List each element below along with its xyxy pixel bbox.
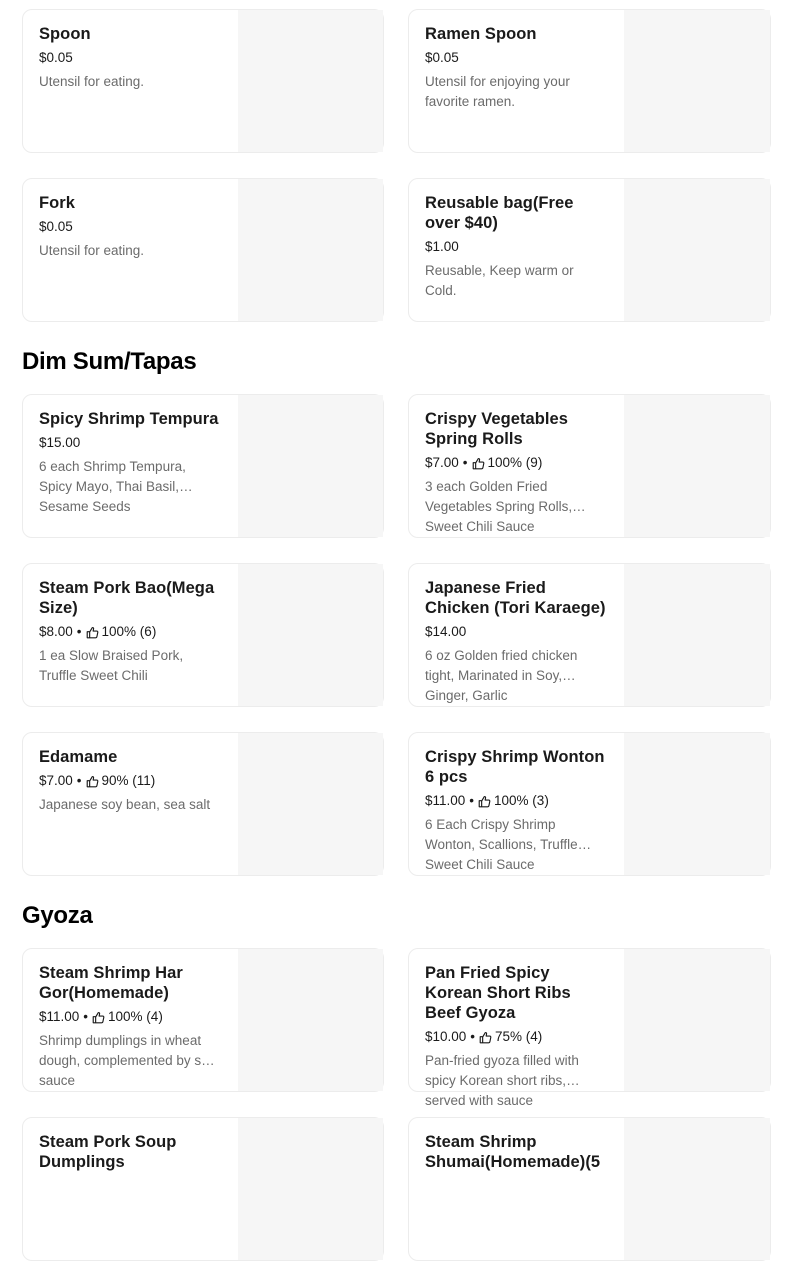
item-name: Reusable bag(Free over $40) bbox=[425, 194, 574, 232]
item-description: Utensil for eating. bbox=[39, 74, 145, 89]
item-image-placeholder bbox=[624, 395, 770, 537]
item-meta bbox=[425, 792, 607, 810]
thumbs-up-icon bbox=[92, 1011, 105, 1024]
item-rating: 90% (11) bbox=[101, 773, 156, 788]
item-image-placeholder bbox=[624, 10, 770, 152]
item-image-placeholder bbox=[624, 179, 770, 321]
thumbs-up-icon bbox=[86, 626, 99, 639]
item-meta bbox=[425, 49, 607, 67]
menu-page bbox=[22, 9, 771, 1261]
item-name: Pan Fried Spicy Korean Short Ribs Beef Gyoza bbox=[425, 964, 571, 1022]
section-title-dim-sum: Dim Sum/Tapas bbox=[22, 348, 197, 375]
item-name: Steam Pork Bao(Mega Size) bbox=[39, 579, 215, 617]
menu-item-card[interactable] bbox=[408, 948, 771, 1108]
item-image-placeholder bbox=[624, 564, 770, 706]
meta-separator: • bbox=[462, 455, 468, 470]
item-image-placeholder bbox=[624, 1118, 770, 1260]
menu-item-card[interactable] bbox=[22, 178, 384, 322]
item-price: $14.00 bbox=[425, 624, 467, 639]
item-name: Steam Pork Soup Dumplings bbox=[39, 1133, 177, 1171]
item-name: Crispy Vegetables Spring Rolls bbox=[425, 410, 569, 448]
item-price: $11.00 bbox=[425, 793, 466, 808]
item-image-placeholder bbox=[238, 179, 383, 321]
menu-item-card[interactable] bbox=[22, 948, 384, 1092]
item-description: Japanese soy bean, sea salt bbox=[39, 797, 211, 812]
item-meta bbox=[425, 238, 607, 256]
item-image-placeholder bbox=[624, 949, 770, 1091]
item-description: Reusable, Keep warm or Cold. bbox=[425, 263, 574, 298]
item-price: $7.00 bbox=[425, 455, 459, 470]
menu-item-card[interactable] bbox=[22, 9, 384, 153]
meta-separator: • bbox=[76, 773, 82, 788]
item-meta bbox=[39, 623, 221, 641]
gyoza-grid bbox=[22, 948, 771, 1261]
menu-item-card[interactable] bbox=[408, 394, 771, 538]
meta-separator: • bbox=[469, 793, 475, 808]
item-name: Steam Shrimp Har Gor(Homemade) bbox=[39, 964, 183, 1002]
item-price: $8.00 bbox=[39, 624, 73, 639]
menu-item-card[interactable] bbox=[22, 563, 384, 707]
dim-sum-grid bbox=[22, 394, 771, 876]
item-rating: 100% (6) bbox=[101, 624, 157, 639]
item-name: Steam Shrimp Shumai(Homemade)(5 bbox=[425, 1133, 601, 1171]
menu-item-card[interactable] bbox=[408, 563, 771, 707]
item-description: 3 each Golden Fried Vegetables Spring Rolls, Sweet Chili Sauce bbox=[425, 479, 573, 534]
item-description: 1 ea Slow Braised Pork, Truffle Sweet Chili bbox=[39, 648, 184, 683]
meta-separator: • bbox=[470, 1029, 476, 1044]
item-price: $11.00 bbox=[39, 1009, 80, 1024]
item-meta bbox=[425, 454, 607, 472]
item-meta bbox=[39, 434, 221, 452]
meta-separator: • bbox=[76, 624, 82, 639]
item-rating: 100% (3) bbox=[494, 793, 549, 808]
item-meta bbox=[39, 772, 221, 790]
meta-separator: • bbox=[83, 1009, 89, 1024]
item-meta bbox=[425, 623, 607, 641]
item-image-placeholder bbox=[238, 10, 383, 152]
item-description: 6 Each Crispy Shrimp Wonton, Scallions, Truffle Sweet Chili Sauce bbox=[425, 817, 578, 872]
menu-item-card[interactable] bbox=[408, 178, 771, 322]
section-title-gyoza: Gyoza bbox=[22, 902, 93, 929]
menu-item-card[interactable] bbox=[408, 9, 771, 153]
item-name: Fork bbox=[39, 194, 75, 212]
item-name: Crispy Shrimp Wonton 6 pcs bbox=[425, 748, 605, 786]
item-meta bbox=[39, 218, 221, 236]
item-image-placeholder bbox=[238, 949, 383, 1091]
item-image-placeholder bbox=[238, 395, 383, 537]
item-rating: 75% (4) bbox=[495, 1029, 543, 1044]
menu-item-card[interactable] bbox=[22, 1117, 384, 1261]
menu-item-card[interactable] bbox=[408, 1117, 771, 1261]
item-description: Shrimp dumplings in wheat dough, complemented by soy sauce bbox=[39, 1033, 216, 1088]
item-description: Pan-fried gyoza filled with spicy Korean short ribs, served with sauce bbox=[425, 1053, 579, 1108]
item-name: Spicy Shrimp Tempura bbox=[39, 410, 219, 428]
item-description: Utensil for eating. bbox=[39, 243, 145, 258]
thumbs-up-icon bbox=[479, 1031, 492, 1044]
item-image-placeholder bbox=[238, 1118, 383, 1260]
item-price: $10.00 bbox=[425, 1029, 467, 1044]
item-description: Utensil for enjoying your favorite ramen. bbox=[425, 74, 570, 109]
item-rating: 100% (4) bbox=[108, 1009, 163, 1024]
item-description: 6 each Shrimp Tempura, Spicy Mayo, Thai Basil, Sesame Seeds bbox=[39, 459, 186, 514]
item-image-placeholder bbox=[238, 733, 383, 875]
item-name: Japanese Fried Chicken (Tori Karaege) bbox=[425, 579, 606, 617]
utensils-grid bbox=[22, 9, 771, 322]
item-price: $0.05 bbox=[39, 219, 73, 234]
item-meta bbox=[39, 49, 221, 67]
item-rating: 100% (9) bbox=[487, 455, 543, 470]
item-name: Ramen Spoon bbox=[425, 25, 537, 43]
thumbs-up-icon bbox=[478, 795, 491, 808]
item-price: $0.05 bbox=[39, 50, 73, 65]
item-price: $1.00 bbox=[425, 239, 459, 254]
menu-item-card[interactable] bbox=[22, 394, 384, 538]
item-meta bbox=[39, 1008, 221, 1026]
item-meta bbox=[425, 1028, 607, 1046]
item-image-placeholder bbox=[624, 733, 770, 875]
item-price: $0.05 bbox=[425, 50, 459, 65]
item-price: $7.00 bbox=[39, 773, 73, 788]
item-image-placeholder bbox=[238, 564, 383, 706]
item-name: Spoon bbox=[39, 25, 91, 43]
menu-item-card[interactable] bbox=[408, 732, 771, 876]
menu-item-card[interactable] bbox=[22, 732, 384, 876]
item-description: 6 oz Golden fried chicken tight, Marinated in Soy, Ginger, Garlic bbox=[425, 648, 578, 703]
thumbs-up-icon bbox=[472, 457, 485, 470]
thumbs-up-icon bbox=[86, 775, 99, 788]
item-price: $15.00 bbox=[39, 435, 81, 450]
item-name: Edamame bbox=[39, 748, 118, 766]
